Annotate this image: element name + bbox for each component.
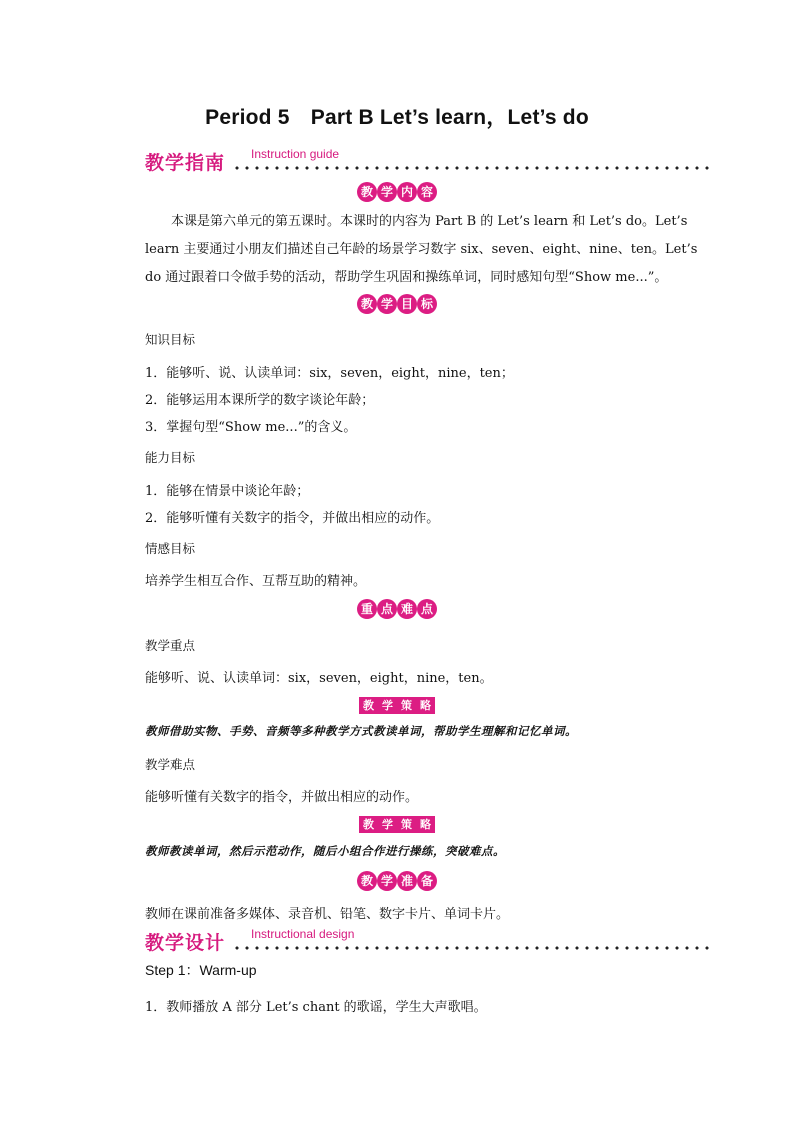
badge-char: 学	[377, 182, 397, 202]
difficulty-strategy-text: 教师教读单词，然后示范动作，随后小组合作进行操练，突破难点。	[145, 844, 505, 858]
section-title-zh: 教学指南	[145, 152, 226, 174]
badge-char: 标	[417, 294, 437, 314]
badge-char: 学	[377, 871, 397, 891]
section-title-en: Instruction guide	[251, 147, 340, 161]
step-item: 1．教师播放 A 部分 Let’s chant 的歌谣，学生大声歌唱。	[145, 1000, 487, 1015]
goal-item: 2．能够运用本课所学的数字谈论年龄；	[145, 393, 375, 408]
difficulty-title: 教学难点	[145, 757, 196, 772]
emotion-goals-title: 情感目标	[145, 541, 196, 556]
badge-char: 略	[416, 697, 435, 714]
goal-item: 3．掌握句型“Show me...”的含义。	[145, 420, 357, 435]
step-heading: Step 1：Warm-up	[145, 962, 257, 978]
badge-char: 点	[417, 599, 437, 619]
badge-preparation	[0, 870, 794, 892]
goal-item: 培养学生相互合作、互帮互助的精神。	[145, 574, 367, 589]
badge-strategy	[0, 813, 794, 835]
content-line: do 通过跟着口令做手势的活动，帮助学生巩固和操练单词，同时感知句型“Show me...”。	[145, 270, 668, 285]
badge-teaching-content	[0, 181, 794, 203]
badge-char: 策	[397, 816, 416, 833]
goal-item: 1．能够在情景中谈论年龄；	[145, 484, 310, 499]
dotted-divider	[232, 945, 710, 951]
dotted-divider	[232, 165, 710, 171]
section-header-design	[145, 928, 710, 958]
knowledge-goals-title: 知识目标	[145, 332, 196, 347]
badge-char: 略	[416, 816, 435, 833]
badge-char: 教	[357, 182, 377, 202]
content-line: learn 主要通过小朋友们描述自己年龄的场景学习数字 six、seven、eight、nine、ten。Let’s	[145, 242, 698, 257]
focus-text: 能够听、说、认读单词：six，seven，eight，nine，ten。	[145, 671, 493, 686]
ability-goals-title: 能力目标	[145, 450, 196, 465]
preparation-text: 教师在课前准备多媒体、录音机、铅笔、数字卡片、单词卡片。	[145, 907, 510, 922]
badge-key-points	[0, 598, 794, 620]
content-line: 本课是第六单元的第五课时。本课时的内容为 Part B 的 Let’s learn 和 Let’s do。Let’s	[145, 214, 688, 229]
page-title: Period 5 Part B Let’s learn，Let’s do	[205, 106, 589, 129]
badge-char: 点	[377, 599, 397, 619]
badge-char: 教	[359, 816, 378, 833]
goal-item: 2．能够听懂有关数字的指令，并做出相应的动作。	[145, 511, 440, 526]
badge-char: 重	[357, 599, 377, 619]
badge-char: 学	[378, 697, 397, 714]
goal-item: 1．能够听、说、认读单词：six，seven，eight，nine，ten；	[145, 366, 514, 381]
badge-char: 备	[417, 871, 437, 891]
focus-strategy-text: 教师借助实物、手势、音频等多种教学方式教读单词，帮助学生理解和记忆单词。	[145, 724, 577, 738]
badge-char: 教	[359, 697, 378, 714]
badge-char: 策	[397, 697, 416, 714]
focus-title: 教学重点	[145, 638, 196, 653]
section-title-en: Instructional design	[251, 927, 355, 941]
section-title-zh: 教学设计	[145, 932, 226, 954]
badge-strategy	[0, 694, 794, 716]
section-header-guide	[145, 148, 710, 178]
badge-char: 准	[397, 871, 417, 891]
badge-char: 学	[377, 294, 397, 314]
badge-teaching-goals	[0, 293, 794, 315]
badge-char: 目	[397, 294, 417, 314]
badge-char: 教	[357, 871, 377, 891]
badge-char: 教	[357, 294, 377, 314]
badge-char: 容	[417, 182, 437, 202]
badge-char: 内	[397, 182, 417, 202]
difficulty-text: 能够听懂有关数字的指令，并做出相应的动作。	[145, 790, 419, 805]
badge-char: 难	[397, 599, 417, 619]
badge-char: 学	[378, 816, 397, 833]
